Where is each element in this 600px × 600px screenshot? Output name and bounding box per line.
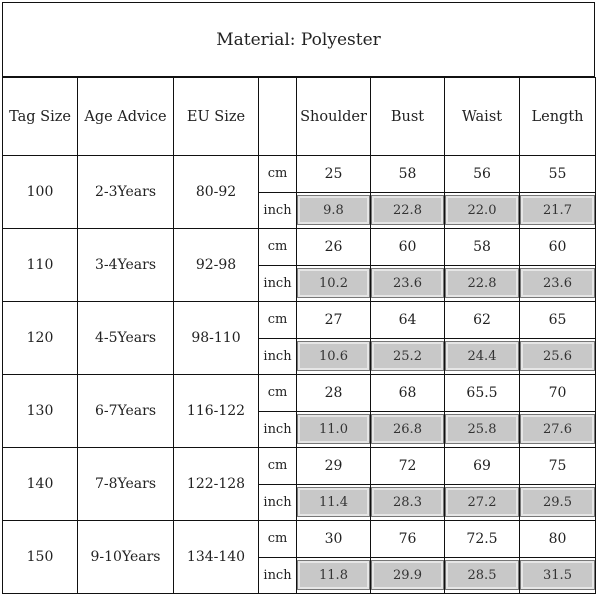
unit-label-inch: inch: [259, 192, 297, 229]
measure-inch-value: 10.2: [297, 268, 370, 298]
measure-inch-cell: [371, 192, 445, 229]
measure-inch-cell: [297, 265, 371, 302]
tag-size-cell: 100: [3, 156, 78, 229]
measure-inch-value: 31.5: [520, 560, 595, 590]
measure-inch-value: 22.0: [445, 195, 519, 225]
measure-inch-cell: [445, 557, 520, 594]
measure-inch-cell: [371, 265, 445, 302]
table-row: [3, 156, 596, 193]
measure-cm-cell: 70: [520, 375, 596, 412]
age-advice-cell: 4-5Years: [78, 302, 174, 375]
age-advice-cell: 7-8Years: [78, 448, 174, 521]
measure-inch-value: 29.5: [520, 487, 595, 517]
measure-inch-value: 22.8: [371, 195, 444, 225]
measure-inch-value: 11.8: [297, 560, 370, 590]
measure-inch-cell: [297, 411, 371, 448]
unit-label-inch: inch: [259, 484, 297, 521]
measure-inch-value: 11.0: [297, 414, 370, 444]
measure-inch-value: 27.2: [445, 487, 519, 517]
measure-inch-cell: [445, 192, 520, 229]
measure-inch-cell: [371, 557, 445, 594]
measure-cm-cell: 56: [445, 156, 520, 193]
measure-inch-cell: [297, 484, 371, 521]
header-cell: Age Advice: [78, 78, 174, 156]
header-cell: Shoulder: [297, 78, 371, 156]
measure-inch-value: 27.6: [520, 414, 595, 444]
measure-cm-cell: 72.5: [445, 521, 520, 558]
measure-inch-cell: [520, 192, 596, 229]
table-row: [3, 521, 596, 558]
measure-inch-cell: [520, 265, 596, 302]
measure-cm-cell: 69: [445, 448, 520, 485]
measure-inch-value: 23.6: [371, 268, 444, 298]
measure-inch-cell: [371, 484, 445, 521]
header-row: [3, 78, 596, 156]
measure-inch-cell: [445, 338, 520, 375]
header-cell: [259, 78, 297, 156]
measure-cm-cell: 26: [297, 229, 371, 266]
table-row: [3, 448, 596, 485]
unit-label-cm: cm: [259, 229, 297, 266]
measure-inch-value: 25.8: [445, 414, 519, 444]
measure-inch-cell: [297, 192, 371, 229]
unit-label-inch: inch: [259, 411, 297, 448]
measure-cm-cell: 29: [297, 448, 371, 485]
measure-inch-value: 24.4: [445, 341, 519, 371]
measure-inch-cell: [520, 557, 596, 594]
measure-inch-cell: [371, 411, 445, 448]
measure-inch-value: 28.5: [445, 560, 519, 590]
unit-label-cm: cm: [259, 448, 297, 485]
measure-inch-cell: [445, 484, 520, 521]
table-row: [3, 375, 596, 412]
table-row: [3, 229, 596, 266]
unit-label-inch: inch: [259, 557, 297, 594]
measure-inch-value: 23.6: [520, 268, 595, 298]
measure-cm-cell: 58: [445, 229, 520, 266]
header-cell: Waist: [445, 78, 520, 156]
measure-inch-value: 28.3: [371, 487, 444, 517]
measure-inch-cell: [445, 411, 520, 448]
unit-label-cm: cm: [259, 156, 297, 193]
measure-cm-cell: 68: [371, 375, 445, 412]
tag-size-cell: 130: [3, 375, 78, 448]
measure-cm-cell: 55: [520, 156, 596, 193]
age-advice-cell: 2-3Years: [78, 156, 174, 229]
measure-inch-cell: [520, 411, 596, 448]
measure-inch-cell: [297, 557, 371, 594]
measure-cm-cell: 58: [371, 156, 445, 193]
header-cell: Tag Size: [3, 78, 78, 156]
measure-inch-value: 25.2: [371, 341, 444, 371]
measure-cm-cell: 64: [371, 302, 445, 339]
measure-cm-cell: 80: [520, 521, 596, 558]
eu-size-cell: 116-122: [174, 375, 259, 448]
unit-label-cm: cm: [259, 302, 297, 339]
measure-inch-cell: [371, 338, 445, 375]
measure-cm-cell: 65: [520, 302, 596, 339]
tag-size-cell: 110: [3, 229, 78, 302]
header-cell: Bust: [371, 78, 445, 156]
unit-label-inch: inch: [259, 338, 297, 375]
eu-size-cell: 80-92: [174, 156, 259, 229]
eu-size-cell: 122-128: [174, 448, 259, 521]
table-row: [3, 302, 596, 339]
measure-inch-cell: [445, 265, 520, 302]
unit-label-cm: cm: [259, 375, 297, 412]
measure-inch-value: 26.8: [371, 414, 444, 444]
unit-label-cm: cm: [259, 521, 297, 558]
measure-inch-cell: [297, 338, 371, 375]
size-table: [2, 77, 596, 594]
measure-cm-cell: 60: [371, 229, 445, 266]
measure-inch-value: 10.6: [297, 341, 370, 371]
measure-cm-cell: 72: [371, 448, 445, 485]
measure-cm-cell: 62: [445, 302, 520, 339]
eu-size-cell: 98-110: [174, 302, 259, 375]
tag-size-cell: 120: [3, 302, 78, 375]
measure-cm-cell: 25: [297, 156, 371, 193]
measure-cm-cell: 65.5: [445, 375, 520, 412]
measure-cm-cell: 30: [297, 521, 371, 558]
tag-size-cell: 150: [3, 521, 78, 594]
measure-cm-cell: 28: [297, 375, 371, 412]
measure-cm-cell: 27: [297, 302, 371, 339]
size-chart: [2, 2, 597, 594]
eu-size-cell: 92-98: [174, 229, 259, 302]
header-cell: Length: [520, 78, 596, 156]
measure-inch-value: 9.8: [297, 195, 370, 225]
age-advice-cell: 3-4Years: [78, 229, 174, 302]
measure-inch-value: 29.9: [371, 560, 444, 590]
measure-inch-cell: [520, 484, 596, 521]
measure-inch-value: 21.7: [520, 195, 595, 225]
unit-label-inch: inch: [259, 265, 297, 302]
tag-size-cell: 140: [3, 448, 78, 521]
measure-inch-cell: [520, 338, 596, 375]
measure-cm-cell: 76: [371, 521, 445, 558]
measure-inch-value: 25.6: [520, 341, 595, 371]
eu-size-cell: 134-140: [174, 521, 259, 594]
measure-inch-value: 11.4: [297, 487, 370, 517]
header-cell: EU Size: [174, 78, 259, 156]
chart-title: Material: Polyester: [2, 2, 595, 77]
age-advice-cell: 6-7Years: [78, 375, 174, 448]
age-advice-cell: 9-10Years: [78, 521, 174, 594]
measure-cm-cell: 75: [520, 448, 596, 485]
measure-inch-value: 22.8: [445, 268, 519, 298]
measure-cm-cell: 60: [520, 229, 596, 266]
